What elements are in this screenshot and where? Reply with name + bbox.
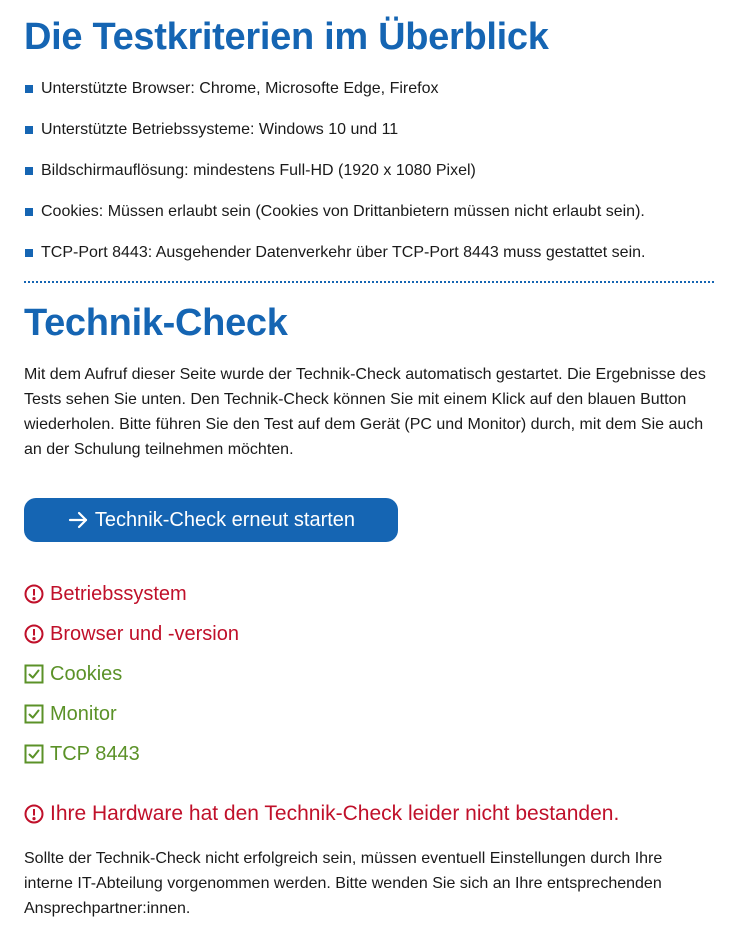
restart-check-button[interactable] (24, 498, 398, 542)
page (24, 0, 714, 921)
check-item-betriebssystem (24, 574, 714, 614)
check-item-label: Browser und -version (50, 622, 239, 645)
check-item-label: Cookies (50, 662, 123, 685)
criteria-item (24, 242, 714, 264)
check-results (24, 574, 714, 774)
section-divider (24, 281, 714, 283)
check-item-monitor (24, 694, 714, 734)
check-intro: Mit dem Aufruf dieser Seite wurde der Technik-Check automatisch gestartet. Die Ergebnisse des Tests sehen Sie unten. Den Technik-Check können Sie mit einem Klick auf den blauen Button wiederholen. Bitte führen Sie den Test auf dem Gerät (PC und Monitor) durch, mit dem Sie auch an der Schulung teilnehmen möchten. (24, 366, 706, 458)
square-bullet-icon (25, 167, 33, 175)
arrow-right-icon (67, 509, 89, 531)
criteria-item (24, 119, 714, 141)
alert-circle-icon (24, 584, 44, 604)
checkbox-checked-icon (24, 704, 44, 724)
check-item-label: Betriebssystem (50, 582, 187, 605)
criteria-text: TCP-Port 8443: Ausgehender Datenverkehr über TCP-Port 8443 muss gestattet sein. (41, 244, 646, 261)
criteria-item (24, 160, 714, 182)
check-item-tcp (24, 734, 714, 774)
criteria-text: Bildschirmauflösung: mindestens Full-HD (1920 x 1080 Pixel) (41, 162, 476, 179)
criteria-list (24, 78, 714, 264)
criteria-text: Unterstützte Browser: Chrome, Microsofte Edge, Firefox (41, 80, 439, 97)
check-item-label: Monitor (50, 702, 117, 725)
criteria-text: Unterstützte Betriebssysteme: Windows 10 und 11 (41, 121, 399, 138)
check-item-browser (24, 614, 714, 654)
square-bullet-icon (25, 126, 33, 134)
square-bullet-icon (25, 208, 33, 216)
alert-circle-icon (24, 804, 44, 824)
result-text: Ihre Hardware hat den Technik-Check leider nicht bestanden. (50, 802, 620, 825)
criteria-text: Cookies: Müssen erlaubt sein (Cookies von Drittanbietern müssen nicht erlaubt sein). (41, 203, 645, 220)
check-result-message (24, 799, 714, 829)
checkbox-checked-icon (24, 664, 44, 684)
restart-check-label: Technik-Check erneut starten (94, 508, 356, 531)
check-title: Technik-Check (24, 302, 288, 344)
check-outro: Sollte der Technik-Check nicht erfolgreich sein, müssen eventuell Einstellungen durch Ihre interne IT-Abteilung vorgenommen werden. Bitte wenden Sie sich an Ihre entsprechenden Ansprechpartner:innen. (24, 850, 663, 917)
overview-title: Die Testkriterien im Überblick (24, 16, 549, 58)
criteria-item (24, 78, 714, 100)
criteria-item (24, 201, 714, 223)
square-bullet-icon (25, 85, 33, 93)
checkbox-checked-icon (24, 744, 44, 764)
check-item-label: TCP 8443 (50, 742, 140, 765)
check-item-cookies (24, 654, 714, 694)
alert-circle-icon (24, 624, 44, 644)
square-bullet-icon (25, 249, 33, 257)
